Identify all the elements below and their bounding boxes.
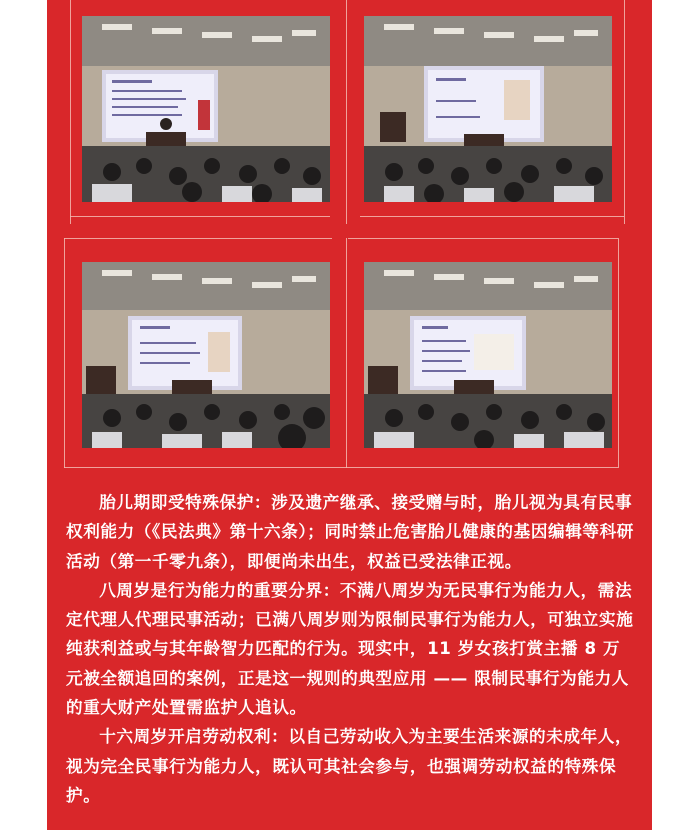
lecture-photo-3 [82,262,330,448]
frame-line-top-2 [346,0,347,224]
lecture-photo-2 [364,16,612,202]
frame-line-low-v2 [346,238,347,468]
frame-line-low-v1 [64,238,65,468]
frame-line-low-v3 [618,238,619,468]
frame-line-mid-h4 [348,238,618,239]
paragraph-sixteen-years: 十六周岁开启劳动权利：以自己劳动收入为主要生活来源的未成年人，视为完全民事行为能力人，既认可其社会参与，也强调劳动权益的特殊保护。 [66,727,633,805]
frame-line-mid-h2 [360,216,624,217]
frame-line-top-3 [624,0,625,224]
frame-line-mid-h3 [64,238,332,239]
frame-line-low-h1 [64,467,346,468]
lecture-photo-1 [82,16,330,202]
frame-line-low-h2 [346,467,618,468]
paragraph-eight-years: 八周岁是行为能力的重要分界：不满八周岁为无民事行为能力人，需法定代理人代理民事活动；已满八周岁则为限制民事行为能力人，可独立实施纯获利益或与其年龄智力匹配的行为。现实中，11 岁女孩打赏主播 8 万元被全额追回的案例，正是这一规则的典型应用 —— 限制民事行为能力人的重大财产处置需监护人追认。 [66,580,634,718]
lecture-photo-4 [364,262,612,448]
frame-line-mid-h1 [70,216,330,217]
article-body [66,488,634,810]
frame-line-top-1 [70,0,71,224]
paragraph-fetal-protection: 胎儿期即受特殊保护：涉及遗产继承、接受赠与时，胎儿视为具有民事权利能力（《民法典》第十六条）；同时禁止危害胎儿健康的基因编辑等科研活动（第一千零九条），即便尚未出生，权益已受法律正视。 [66,493,634,571]
